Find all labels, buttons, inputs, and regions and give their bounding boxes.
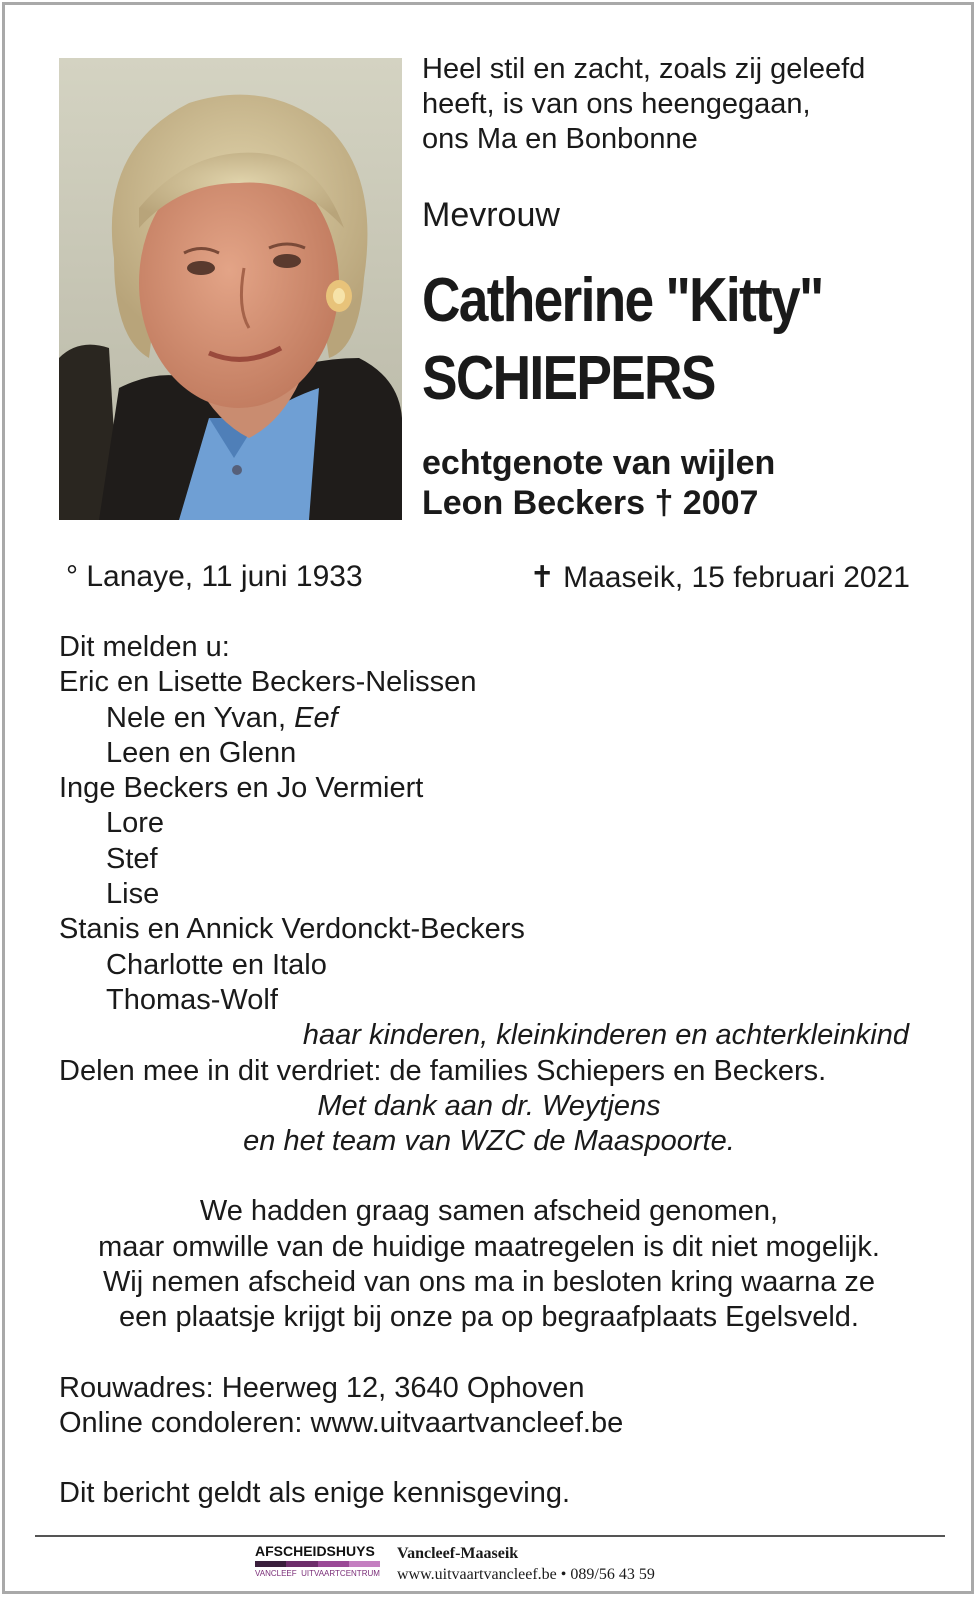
family-branch: Eric en Lisette Beckers-Nelissen [59, 666, 477, 699]
logo-bar-segment [349, 1561, 380, 1567]
deceased-name [422, 262, 886, 418]
spouse-line: echtgenote van wijlen [422, 444, 776, 482]
thanks-line: en het team van WZC de Maaspoorte. [243, 1125, 735, 1158]
family-member: Leen en Glenn [106, 736, 297, 769]
logo-bar-segment [286, 1561, 317, 1567]
funeral-home-name: Vancleef-Maaseik [397, 1545, 519, 1562]
logo-color-bar [255, 1561, 380, 1567]
farewell-line: maar omwille van de huidige maatregelen is dit niet mogelijk. [98, 1230, 880, 1263]
birth-date: ° Lanaye, 11 juni 1933 [66, 560, 363, 593]
family-member: Lise [106, 878, 160, 911]
farewell-line: We hadden graag samen afscheid genomen, [199, 1195, 779, 1228]
death-date: ✝ Maaseik, 15 februari 2021 [529, 561, 910, 594]
announcement-body [59, 630, 919, 1512]
thanks-line: Met dank aan dr. Weytjens [317, 1089, 661, 1122]
announcement-opening: Dit melden u: [59, 631, 230, 663]
relation-line: haar kinderen, kleinkinderen en achterkleinkind [302, 1019, 909, 1052]
farewell-line: Wij nemen afscheid van ons ma in besloten kring waarna ze [102, 1266, 876, 1299]
logo-bar-segment [255, 1561, 286, 1567]
family-member: Stef [106, 842, 158, 875]
footer-divider [35, 1535, 945, 1537]
family-branch: Stanis en Annick Verdonckt-Beckers [59, 913, 525, 946]
deceased-first-name: Catherine "Kitty" [422, 266, 823, 335]
spouse-info [422, 443, 775, 523]
family-member: Thomas-Wolf [106, 983, 278, 1016]
portrait-photo [59, 58, 402, 520]
logo-subtitle: VANCLEEF UITVAARTCENTRUM [255, 1569, 380, 1578]
family-member: Nele en Yvan, Eef [106, 701, 338, 734]
online-condolence-link[interactable]: Online condoleren: www.uitvaartvancleef.be [59, 1406, 624, 1439]
logo-wordmark: AFSCHEIDSHUYS [255, 1543, 375, 1559]
intro-line: Heel stil en zacht, zoals zij geleefd [422, 53, 866, 85]
farewell-line: een plaatsje krijgt bij onze pa op begraafplaats Egelsveld. [119, 1301, 859, 1334]
portrait-illustration [59, 58, 402, 520]
mourning-address: Rouwadres: Heerweg 12, 3640 Ophoven [59, 1371, 585, 1404]
shared-grief-line: Delen mee in dit verdriet: de families Schiepers en Beckers. [59, 1054, 827, 1087]
funeral-home-info [397, 1543, 655, 1585]
spouse-line: Leon Beckers † 2007 [422, 484, 759, 522]
funeral-home-logo [255, 1543, 380, 1581]
family-branch: Inge Beckers en Jo Vermiert [59, 772, 424, 805]
logo-bar-segment [318, 1561, 349, 1567]
intro-text [422, 52, 942, 157]
title-word: Mevrouw [422, 196, 560, 234]
funeral-home-contact[interactable]: www.uitvaartvancleef.be • 089/56 43 59 [397, 1566, 655, 1583]
intro-line: heeft, is van ons heengegaan, [422, 88, 811, 120]
deceased-last-name: SCHIEPERS [422, 344, 715, 413]
family-member: Charlotte en Italo [106, 948, 327, 981]
intro-line: ons Ma en Bonbonne [422, 123, 698, 155]
family-member: Lore [106, 807, 165, 840]
sole-notice: Dit bericht geldt als enige kennisgeving. [59, 1477, 571, 1510]
